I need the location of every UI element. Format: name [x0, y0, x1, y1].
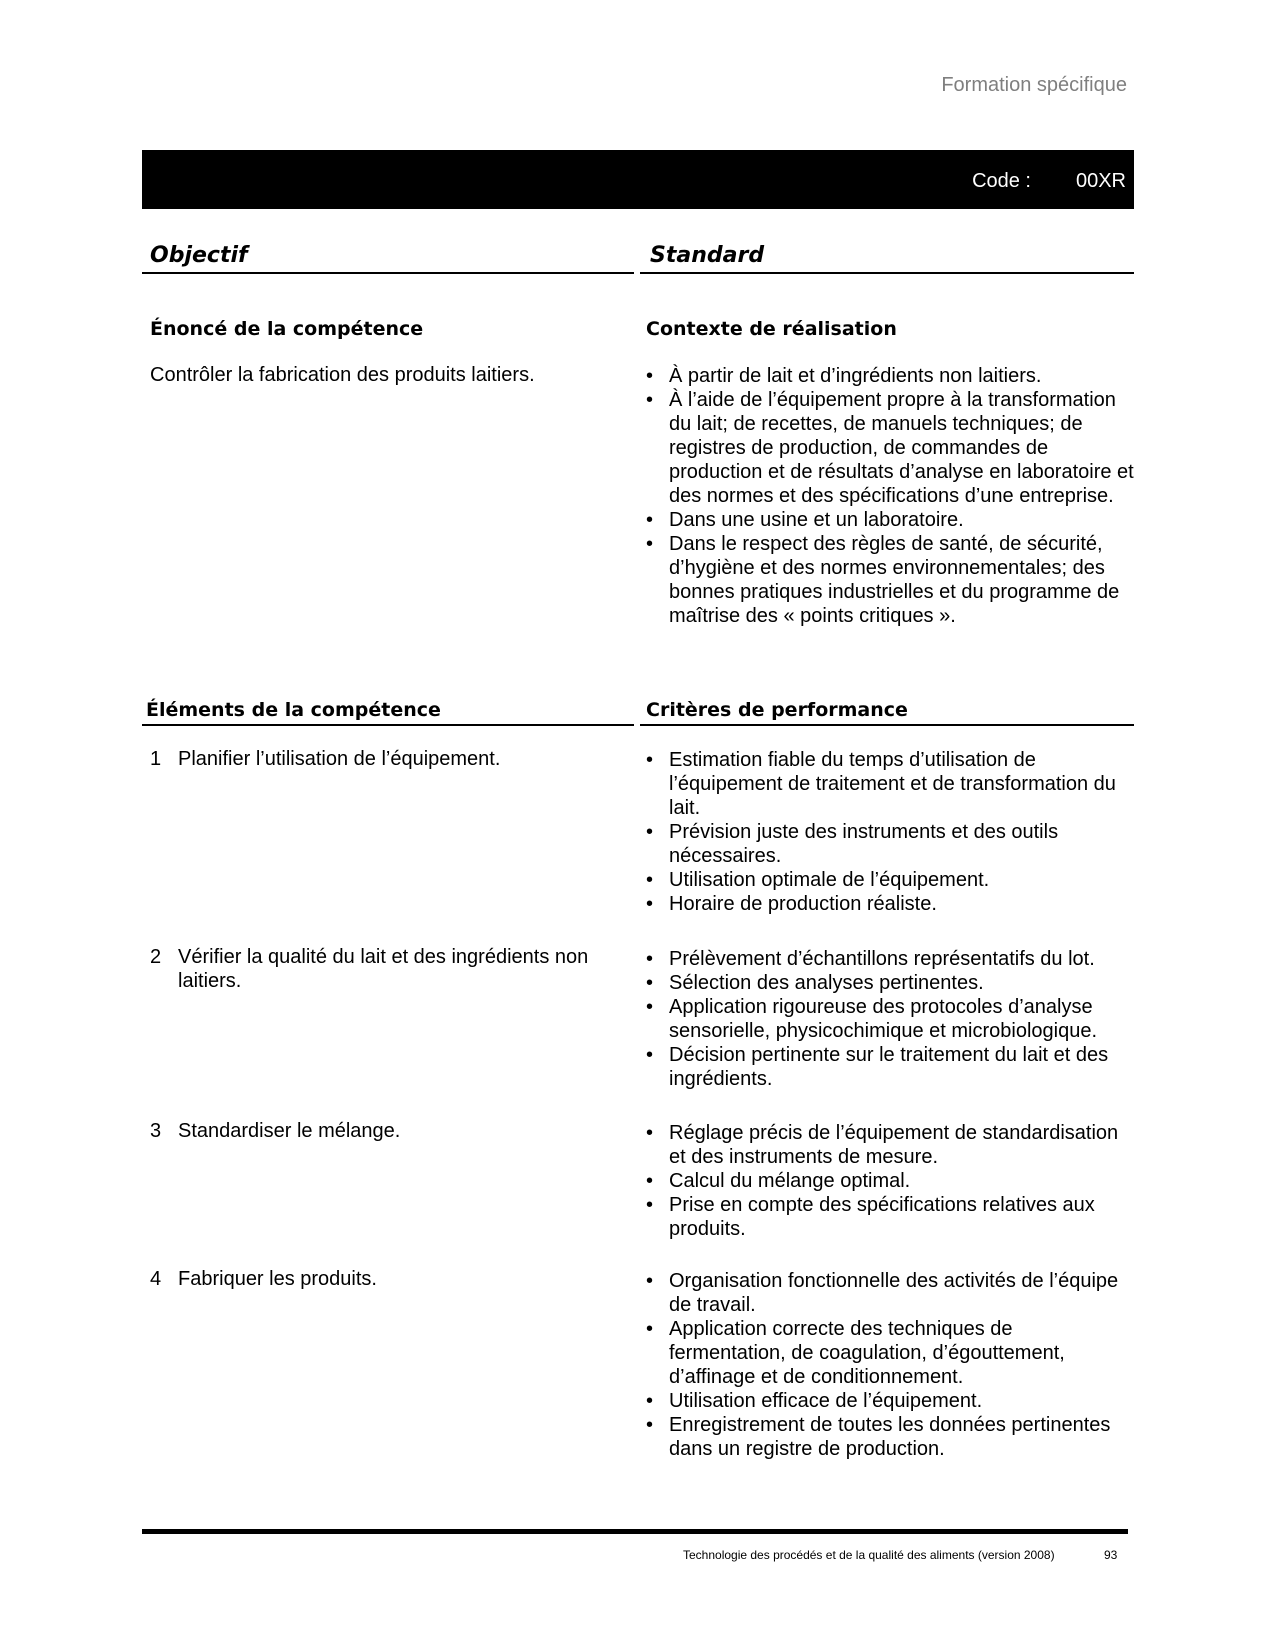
criteria-item: • Prise en compte des spécifications relatives aux produits. — [646, 1194, 1095, 1240]
footer-rule — [142, 1529, 1128, 1534]
context-item: • Dans le respect des règles de santé, de sécurité, d’hygiène et des normes environnementales; des bonnes pratiques industrielles et du programme de maîtrise des « points critiques ». — [646, 533, 1120, 627]
element-item — [150, 945, 610, 993]
element-number: 1 — [150, 748, 162, 770]
elements-title: Éléments de la compétence — [146, 699, 441, 721]
context-item: • À partir de lait et d’ingrédients non laitiers. — [646, 365, 1042, 387]
criteria-item: • Calcul du mélange optimal. — [646, 1170, 911, 1192]
criteria-title: Critères de performance — [646, 699, 908, 721]
criteria-item: • Utilisation efficace de l’équipement. — [646, 1390, 983, 1412]
criteria-item: • Application rigoureuse des protocoles d’analyse sensorielle, physicochimique et microbiologique. — [646, 996, 1097, 1042]
element-item — [150, 1119, 610, 1143]
statement-text: Contrôler la fabrication des produits laitiers. — [150, 364, 535, 386]
element-text: Standardiser le mélange. — [178, 1120, 401, 1142]
element-number: 2 — [150, 946, 162, 968]
criteria-item: • Enregistrement de toutes les données pertinentes dans un registre de production. — [646, 1414, 1111, 1460]
bullet-icon: • — [646, 996, 654, 1018]
bullet-icon: • — [646, 365, 654, 387]
bullet-icon: • — [646, 893, 654, 915]
criteria-item: • Prélèvement d’échantillons représentatifs du lot. — [646, 948, 1095, 970]
columns-rule-left — [142, 272, 634, 274]
bullet-icon: • — [646, 749, 654, 771]
criteria-item: • Sélection des analyses pertinentes. — [646, 972, 984, 994]
criteria-item: • Estimation fiable du temps d’utilisation de l’équipement de traitement et de transformation du lait. — [646, 749, 1116, 819]
context-list — [646, 364, 1134, 628]
page-number: 93 — [1104, 1548, 1118, 1562]
header-section-label: Formation spécifique — [941, 74, 1127, 96]
bullet-icon: • — [646, 1414, 654, 1436]
bullet-icon: • — [646, 869, 654, 891]
criteria-item: • Prévision juste des instruments et des outils nécessaires. — [646, 821, 1059, 867]
element-text: Vérifier la qualité du lait et des ingrédients non laitiers. — [178, 946, 589, 992]
bullet-icon: • — [646, 821, 654, 843]
criteria-item: • Organisation fonctionnelle des activités de l’équipe de travail. — [646, 1270, 1119, 1316]
criteria-item: • Utilisation optimale de l’équipement. — [646, 869, 990, 891]
bullet-icon: • — [646, 948, 654, 970]
context-title: Contexte de réalisation — [646, 318, 897, 340]
element-item — [150, 1267, 610, 1291]
bullet-icon: • — [646, 1318, 654, 1340]
footer-text: Technologie des procédés et de la qualité des aliments (version 2008) — [683, 1548, 1055, 1562]
criteria-item: • Décision pertinente sur le traitement du lait et des ingrédients. — [646, 1044, 1109, 1090]
element-number: 3 — [150, 1120, 162, 1142]
code-value: 00XR — [1075, 170, 1126, 192]
element-text: Fabriquer les produits. — [178, 1268, 377, 1290]
objectif-title: Objectif — [150, 243, 248, 268]
bullet-icon: • — [646, 972, 654, 994]
element-text: Planifier l’utilisation de l’équipement. — [178, 748, 501, 770]
bullet-icon: • — [646, 1044, 654, 1066]
columns-rule-right — [640, 272, 1134, 274]
context-item: • À l’aide de l’équipement propre à la transformation du lait; de recettes, de manuels techniques; de registres de production, de commandes de production et de résultats d’analyse en laboratoire et des normes et des spécifications d’une entreprise. — [646, 389, 1134, 507]
standard-title: Standard — [650, 243, 765, 268]
bullet-icon: • — [646, 389, 654, 411]
bullet-icon: • — [646, 1122, 654, 1144]
bullet-icon: • — [646, 1270, 654, 1292]
elements-rule-right — [640, 724, 1134, 726]
criteria-list — [646, 748, 1134, 916]
criteria-item: • Réglage précis de l’équipement de standardisation et des instruments de mesure. — [646, 1122, 1119, 1168]
bullet-icon: • — [646, 509, 654, 531]
code-bar — [142, 150, 1134, 209]
element-item — [150, 747, 610, 771]
bullet-icon: • — [646, 1170, 654, 1192]
statement-title: Énoncé de la compétence — [150, 318, 424, 340]
bullet-icon: • — [646, 1194, 654, 1216]
context-item: • Dans une usine et un laboratoire. — [646, 509, 964, 531]
code-label: Code : — [972, 170, 1031, 192]
element-number: 4 — [150, 1268, 162, 1290]
bullet-icon: • — [646, 533, 654, 555]
criteria-list — [646, 1269, 1134, 1461]
bullet-icon: • — [646, 1390, 654, 1412]
criteria-item: • Horaire de production réaliste. — [646, 893, 937, 915]
elements-rule-left — [142, 724, 634, 726]
criteria-list — [646, 947, 1134, 1091]
criteria-list — [646, 1121, 1134, 1241]
criteria-item: • Application correcte des techniques de fermentation, de coagulation, d’égouttement, d’affinage et de conditionnement. — [646, 1318, 1065, 1388]
